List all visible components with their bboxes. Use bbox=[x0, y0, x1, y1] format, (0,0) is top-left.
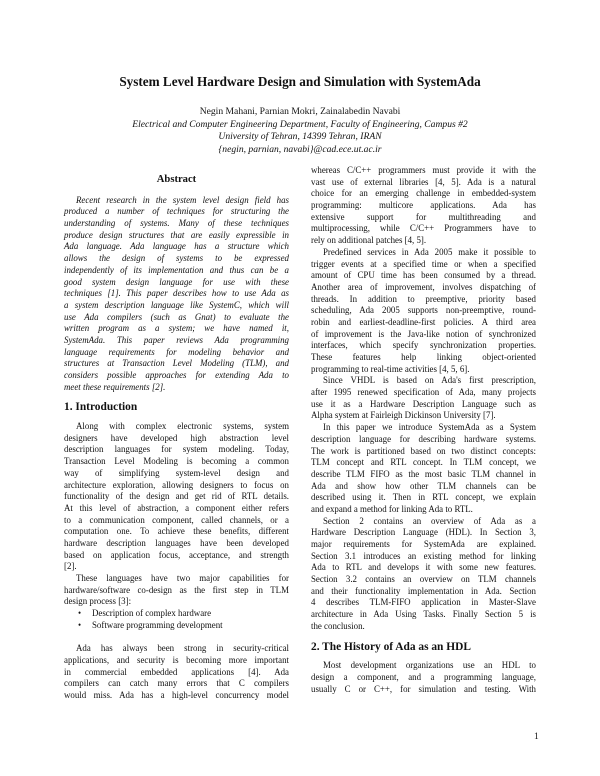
paragraph bbox=[311, 660, 536, 695]
text-line: robin and earliest-deadline-first policies. A third area bbox=[311, 316, 536, 327]
text-line: structures at Transaction Level Modeling (TLM), and bbox=[64, 358, 289, 369]
text-line: architecture exploration, allowing designers to focus on bbox=[64, 479, 289, 490]
bullet-item: • Software programming development bbox=[64, 620, 289, 632]
paragraph bbox=[64, 643, 289, 701]
text-line: whereas C/C++ programmers must provide it with the bbox=[311, 165, 536, 175]
text-line: trigger events at a specified time or when a specified bbox=[311, 258, 536, 269]
text-line: designers have developed high abstraction level bbox=[64, 432, 289, 443]
paragraph bbox=[311, 422, 536, 516]
text-line: produce design structures that are easily expressible in bbox=[64, 229, 289, 240]
text-line: use Ada compilers (such as Gnat) to evaluate the bbox=[64, 311, 289, 322]
text-line: multiprocessing, while C/C++ Programmers have to bbox=[311, 223, 536, 234]
text-line: Since VHDL is based on Ada's first prescription, bbox=[323, 375, 536, 386]
text-line: way of simplifying system-level design and bbox=[64, 467, 289, 478]
text-line: Another area of improvement, involves dispatching of bbox=[311, 281, 536, 292]
text-line: description language for describing hardware systems. bbox=[311, 433, 536, 444]
text-line: the conclusion. bbox=[311, 620, 365, 631]
section-heading: 2. The History of Ada as an HDL bbox=[311, 640, 471, 653]
text-line: Ada to RTL and develops it with some new features. bbox=[311, 562, 536, 573]
spacer bbox=[64, 631, 289, 643]
text-line: architecture in Ada Using Tasks. Finally Section 5 is bbox=[311, 609, 536, 620]
text-line: describe TLM FIFO as the most basic TLM channel in bbox=[311, 468, 536, 479]
text-line: produced a number of techniques for structuring the bbox=[64, 206, 289, 217]
paragraph bbox=[311, 516, 536, 633]
text-line: extensive support for multithreading and bbox=[311, 211, 536, 222]
text-line: interfaces, which specify synchronization properties. bbox=[311, 340, 536, 351]
paper-title: System Level Hardware Design and Simulation with SystemAda bbox=[119, 74, 481, 89]
text-line: design a component, and a programming language, bbox=[311, 671, 536, 682]
text-line: applications, and security is becoming more important bbox=[64, 654, 289, 665]
text-line: At this level of abstraction, a component either refers bbox=[64, 502, 289, 513]
text-line: SystemAda. This paper reviews Ada programming bbox=[64, 334, 289, 345]
text-line: techniques [1]. This paper describes how to use Ada as bbox=[64, 288, 289, 299]
text-line: 4 describes TLM-FIFO application in Master-Slave bbox=[311, 597, 536, 608]
text-line: These features help linking object-oriented bbox=[311, 352, 536, 362]
text-line: use it as a Hardware Description Language such as bbox=[311, 398, 536, 409]
affiliation: Electrical and Computer Engineering Department, Faculty of Engineering, Campus #2 bbox=[132, 118, 468, 130]
text-line: functionality of the design and get rid of RTL details. bbox=[64, 491, 289, 502]
text-line: rely on additional patches [4, 5]. bbox=[311, 235, 427, 246]
text-line: Ada has always been strong in security-critical bbox=[76, 643, 289, 654]
text-line: independently of its implementation and thus can be a bbox=[64, 264, 289, 275]
text-line: programming to real-time activities [4, 5, 6]. bbox=[311, 363, 470, 374]
text-line: programming: multicore applications. Ada has bbox=[311, 200, 536, 211]
text-line: usually C or C++, for simulation and testing. With bbox=[311, 683, 536, 694]
page-number: 1 bbox=[534, 732, 539, 742]
text-line: design process [3]: bbox=[64, 596, 132, 607]
text-line: TLM concept and RTL concept. In TLM concept, we bbox=[311, 457, 536, 468]
text-line: compilers can catch many errors that C compilers bbox=[64, 678, 289, 689]
text-line: meet these requirements [2]. bbox=[64, 381, 166, 392]
right-column bbox=[311, 165, 536, 695]
text-line: would miss. Ada has a high-level concurrency model bbox=[64, 689, 289, 700]
text-line: a system description language like SystemC, which will bbox=[64, 299, 289, 310]
text-line: computation one. To achieve these benefits, different bbox=[64, 526, 289, 537]
text-line: and expand a method for linking Ada to RTL. bbox=[311, 503, 473, 514]
paragraph bbox=[64, 573, 289, 608]
text-line: Recent research in the system level design field has bbox=[76, 194, 289, 205]
text-line: language requirements for modeling behavior and bbox=[64, 346, 289, 357]
text-line: amount of CPU time has been consumed by a thread. bbox=[311, 270, 536, 281]
email: {negin, parnian, navabi}@cad.ece.ut.ac.ir bbox=[218, 143, 382, 155]
text-line: hardware/software co-design as the first step in TLM bbox=[64, 584, 289, 595]
address: University of Tehran, 14399 Tehran, IRAN bbox=[218, 131, 382, 142]
text-line: described using it. Then in RTL concept, we explain bbox=[311, 492, 536, 503]
paragraph bbox=[64, 421, 289, 573]
text-line: The work is partitioned based on two distinct concepts: bbox=[311, 445, 536, 456]
paragraph bbox=[311, 165, 536, 247]
text-line: after 1995 renewed specification of Ada, many projects bbox=[311, 387, 536, 398]
text-line: Section 3.2 contains an overview on TLM channels bbox=[311, 574, 536, 585]
text-line: Transaction Level Modeling is becoming a common bbox=[64, 456, 289, 467]
text-line: and their functionality implementation in Ada. Section bbox=[311, 585, 536, 596]
text-line: to a communication component, called channels, or a bbox=[64, 514, 289, 525]
text-line: vast use of external libraries [4, 5]. Ada is a natural bbox=[311, 176, 536, 187]
text-line: scheduling, Ada 2005 supports non-preemptive, round- bbox=[311, 305, 536, 316]
text-line: Hardware Description Language (HDL). In Section 3, bbox=[311, 527, 536, 538]
text-line: hardware description languages have been developed bbox=[64, 537, 289, 548]
text-line: considers possible approaches for extending Ada to bbox=[64, 370, 289, 381]
text-line: choice for an emerging challenge in embedded-system bbox=[311, 188, 536, 199]
paragraph bbox=[311, 247, 536, 376]
text-line: Section 2 contains an overview of Ada as a bbox=[323, 515, 536, 526]
text-line: allows the design of systems to be expressed bbox=[64, 253, 289, 264]
text-line: threads. In addition to preemptive, priority based bbox=[311, 293, 536, 304]
text-line: based on application focus, acceptance, and strength bbox=[64, 549, 289, 560]
text-line: Alpha system at Fairleigh Dickinson University [7]. bbox=[311, 410, 496, 421]
text-line: Predefined services in Ada 2005 make it possible to bbox=[323, 246, 536, 257]
text-line: Ada and show how other TLM channels can be bbox=[311, 480, 536, 491]
text-line: Most development organizations use an HDL to bbox=[323, 660, 536, 671]
paragraph bbox=[64, 195, 289, 394]
text-line: good system design language for use with these bbox=[64, 276, 289, 287]
bullet-list bbox=[64, 608, 289, 631]
section-heading: Abstract bbox=[156, 174, 197, 185]
paragraph bbox=[311, 375, 536, 422]
section-heading: 1. Introduction bbox=[64, 401, 138, 414]
text-line: in commercial embedded applications [4]. Ada bbox=[64, 666, 289, 677]
left-column bbox=[64, 174, 289, 702]
text-line: written program as a system; we have named it, bbox=[64, 323, 289, 334]
text-line: of improvement is the Java-like notion of synchronized bbox=[311, 328, 536, 339]
text-line: Section 3.1 introduces an existing method for linking bbox=[311, 550, 536, 561]
text-line: Along with complex electronic systems, system bbox=[76, 421, 289, 432]
text-line: major requirements for SystemAda are explained. bbox=[311, 539, 536, 549]
text-line: In this paper we introduce SystemAda as a System bbox=[323, 422, 536, 433]
text-line: These languages have two major capabilities for bbox=[76, 573, 289, 584]
text-line: description languages for system modeling. Today, bbox=[64, 444, 289, 455]
text-line: [2]. bbox=[64, 561, 77, 572]
text-line: understanding of systems. Many of these techniques bbox=[64, 218, 289, 229]
authors: Negin Mahani, Parnian Mokri, Zainalabedin Navabi bbox=[199, 106, 401, 117]
text-line: Ada language. Ada language has a structure which bbox=[64, 241, 289, 252]
bullet-item: • Description of complex hardware bbox=[64, 608, 289, 620]
